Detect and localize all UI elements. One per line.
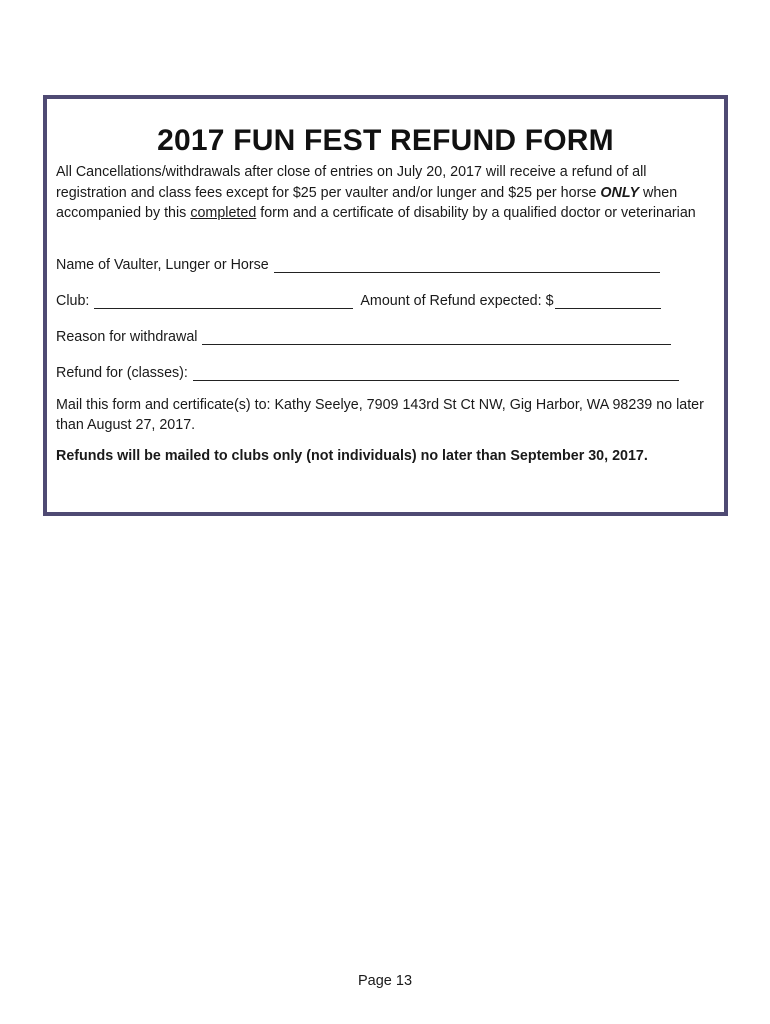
reason-field-line[interactable] <box>202 329 671 345</box>
classes-field-label: Refund for (classes): <box>56 365 188 381</box>
refund-amount-label: Amount of Refund expected: $ <box>360 293 554 309</box>
page-number: Page 13 <box>357 973 413 989</box>
club-field-label: Club: <box>56 293 90 309</box>
club-field-row <box>56 293 661 309</box>
intro-completed-underlined: completed <box>190 205 257 221</box>
classes-field-line[interactable] <box>193 365 679 381</box>
form-title: 2017 FUN FEST REFUND FORM <box>157 124 614 157</box>
intro-text-2: when accompanied by this <box>56 184 678 221</box>
name-field-row <box>56 257 660 273</box>
name-field-label: Name of Vaulter, Lunger or Horse <box>56 257 269 273</box>
intro-only-emphasis: ONLY <box>600 184 640 201</box>
intro-paragraph <box>56 162 721 224</box>
classes-field-row <box>56 365 679 381</box>
refund-amount-line[interactable] <box>555 293 661 309</box>
name-field-line[interactable] <box>274 257 660 273</box>
intro-text-3: form and a certificate of disability by a qualified doctor or veterinarian <box>256 205 696 221</box>
mail-instructions: Mail this form and certificate(s) to: Kathy Seelye, 7909 143rd St Ct NW, Gig Harbor, WA 98239 no later than August 27, 2017. <box>56 397 704 433</box>
refund-form-box <box>43 95 728 516</box>
reason-field-label: Reason for withdrawal <box>56 329 198 345</box>
refund-note: Refunds will be mailed to clubs only (not individuals) no later than September 30, 2017. <box>56 448 648 464</box>
reason-field-row <box>56 329 671 345</box>
intro-text-1: All Cancellations/withdrawals after close of entries on July 20, 2017 will receive a refund of all registration and class fees except for $25 per vaulter and/or lunger and $25 per horse <box>56 164 647 201</box>
club-field-line[interactable] <box>94 293 353 309</box>
